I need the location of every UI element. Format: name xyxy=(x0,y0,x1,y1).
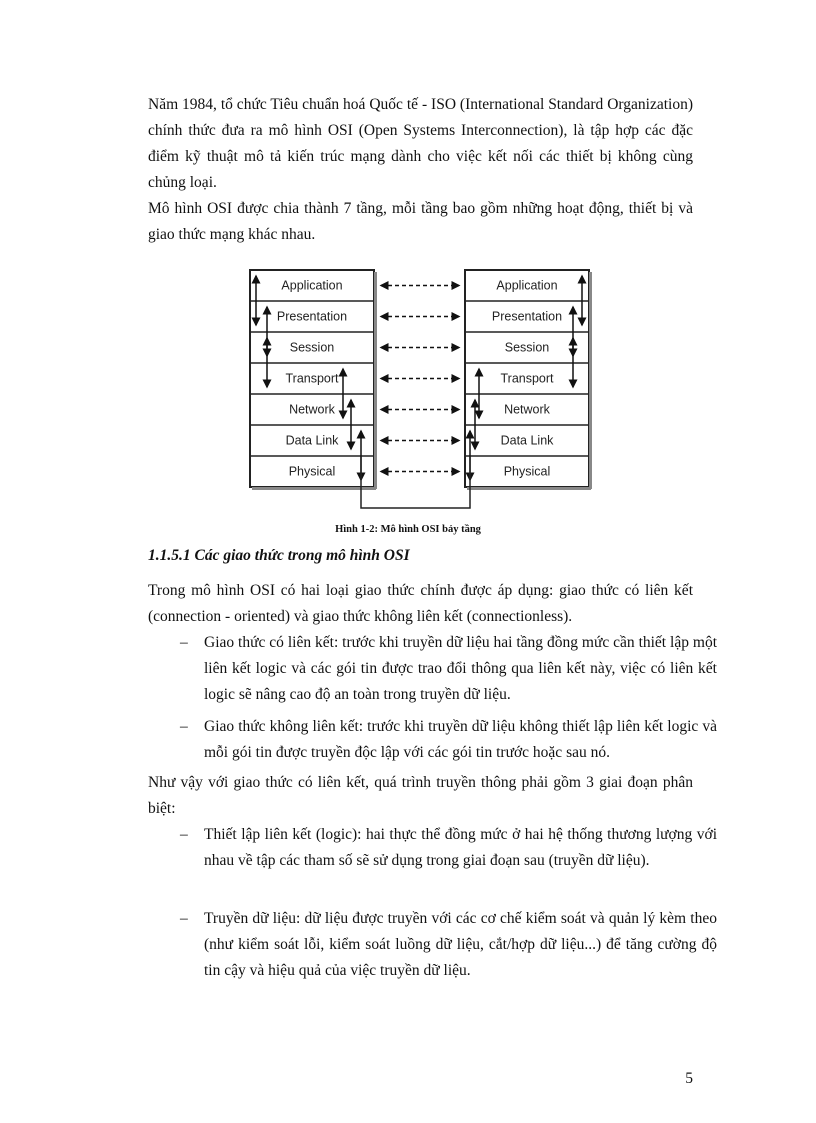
right-layer-session: Session xyxy=(504,340,550,355)
right-layer-data-link: Data Link xyxy=(500,433,554,448)
list-item-text: Thiết lập liên kết (logic): hai thực thể đồng mức ở hai hệ thống thương lượng với nhau về tập các tham số sẽ sử dụng trong giai đoạn sau (truyền dữ liệu). xyxy=(204,826,717,869)
right-layer-transport: Transport xyxy=(500,371,554,386)
physical-medium-link xyxy=(361,457,470,508)
bullet-dash: – xyxy=(180,826,188,843)
left-layer-application: Application xyxy=(281,278,343,293)
left-layer-network: Network xyxy=(289,402,335,417)
list-item xyxy=(180,822,717,874)
list-item-text: Truyền dữ liệu: dữ liệu được truyền với các cơ chế kiểm soát và quản lý kèm theo (như kiểm soát lỗi, kiểm soát luồng dữ liệu, cắt/hợp dữ liệu...) để tăng cường độ tin cậy và hiệu quả của việc truyền dữ liệu. xyxy=(204,910,717,979)
right-layer-network: Network xyxy=(504,402,550,417)
left-layer-session: Session xyxy=(289,340,335,355)
figure-caption: Hình 1-2: Mô hình OSI bảy tầng xyxy=(335,524,481,535)
left-layer-physical: Physical xyxy=(288,464,336,479)
list-item xyxy=(180,906,717,984)
intro-paragraph-1: Năm 1984, tổ chức Tiêu chuẩn hoá Quốc tế - ISO (International Standard Organization) chính thức đưa ra mô hình OSI (Open Systems Interconnection), là tập hợp các đặc điểm kỹ thuật mô tả kiến trúc mạng dành cho việc kết nối các thiết bị không cùng chủng loại. xyxy=(148,96,693,191)
section-heading: 1.1.5.1 Các giao thức trong mô hình OSI xyxy=(148,547,410,564)
list-item xyxy=(180,630,717,708)
section-paragraph-2: Như vậy với giao thức có liên kết, quá trình truyền thông phải gồm 3 giai đoạn phân biệt: xyxy=(148,774,693,817)
right-layer-physical: Physical xyxy=(503,464,551,479)
right-layer-presentation: Presentation xyxy=(491,309,563,324)
page-number: 5 xyxy=(685,1070,693,1087)
left-layer-presentation: Presentation xyxy=(276,309,348,324)
list-item-text: Giao thức có liên kết: trước khi truyền dữ liệu hai tầng đồng mức cần thiết lập một liên kết logic và các gói tin được trao đổi thông qua liên kết này, việc có liên kết logic sẽ nâng cao độ an toàn trong truyền dữ liệu. xyxy=(204,634,717,703)
section-paragraph-1: Trong mô hình OSI có hai loại giao thức chính được áp dụng: giao thức có liên kết (connection - oriented) và giao thức không liên kết (connectionless). xyxy=(148,582,693,625)
list-item xyxy=(180,714,717,766)
left-layer-transport: Transport xyxy=(285,371,339,386)
left-layer-data-link: Data Link xyxy=(285,433,339,448)
bullet-dash: – xyxy=(180,634,188,651)
intro-paragraph-2: Mô hình OSI được chia thành 7 tầng, mỗi tầng bao gồm những hoạt động, thiết bị và giao thức mạng khác nhau. xyxy=(148,200,693,243)
osi-model-figure xyxy=(243,258,605,516)
bullet-dash: – xyxy=(180,910,188,927)
list-item-text: Giao thức không liên kết: trước khi truyền dữ liệu không thiết lập liên kết logic và mỗi gói tin được truyền độc lập với các gói tin trước hoặc sau nó. xyxy=(204,718,717,761)
right-layer-application: Application xyxy=(496,278,558,293)
bullet-dash: – xyxy=(180,718,188,735)
